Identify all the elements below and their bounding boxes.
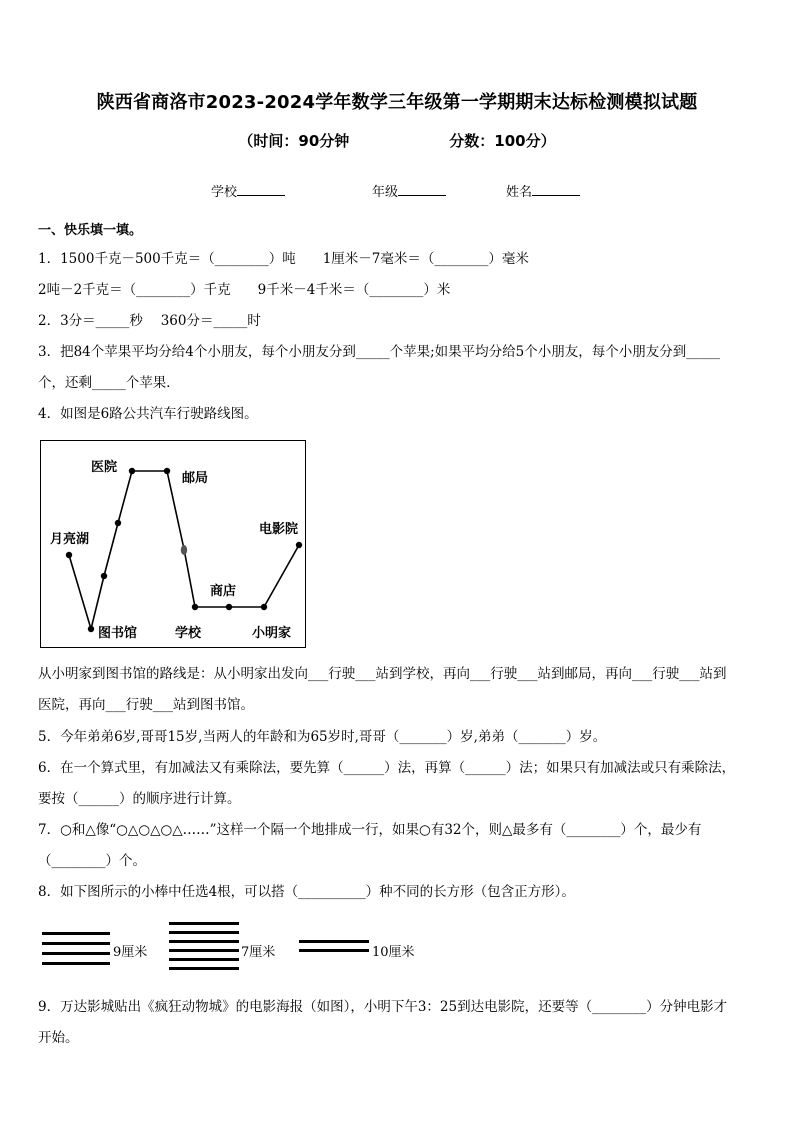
label-library: 图书馆 <box>98 626 138 641</box>
question-7b: （________）个。 <box>38 853 146 869</box>
label-moon-lake: 月亮湖 <box>50 532 90 547</box>
time-label: （时间：90分钟 <box>238 132 350 150</box>
stop-hospital-dot <box>129 468 135 474</box>
route-svg <box>41 441 307 649</box>
question-5: 5．今年弟弟6岁,哥哥15岁,当两人的年龄和为65岁时,哥哥（_______）岁,弟弟（_______）岁。 <box>38 729 607 745</box>
stick <box>169 940 239 943</box>
stick-label-10cm: 10厘米 <box>372 945 415 960</box>
question-1b: 2吨－2千克＝（________）千克 9千米－4千米＝（________）米 <box>38 282 451 298</box>
score-label: 分数：100分） <box>449 132 556 150</box>
stick <box>169 949 239 952</box>
school-field <box>211 181 285 200</box>
stick <box>169 922 239 925</box>
stop-post-office-dot <box>164 468 170 474</box>
stick <box>42 962 110 965</box>
question-8: 8．如下图所示的小棒中任选4根，可以搭（__________）种不同的长方形（包含正方形）。 <box>38 884 575 900</box>
question-1a: 1．1500千克－500千克＝（________）吨 1厘米－7毫米＝（________）毫米 <box>38 251 529 267</box>
question-3b: 个，还剩_____个苹果． <box>38 375 180 391</box>
stick-label-7cm: 7厘米 <box>241 945 276 960</box>
grade-blank[interactable] <box>398 183 446 196</box>
name-field <box>506 181 580 200</box>
stick <box>42 952 110 955</box>
question-9b: 开始。 <box>38 1030 79 1046</box>
stop-moon-lake-dot <box>66 552 72 558</box>
stop-dot <box>181 545 187 555</box>
stop-cinema-dot <box>296 542 302 548</box>
grade-label: 年级 <box>372 185 399 200</box>
question-4-route-a: 从小明家到图书馆的路线是：从小明家出发向___行驶___站到学校，再向___行驶___站到邮局，再向___行驶___站到 <box>38 666 727 682</box>
stick-group-10cm <box>299 940 369 954</box>
stick <box>299 949 369 952</box>
stick <box>42 942 110 945</box>
sticks-figure <box>0 920 794 970</box>
question-6b: 要按（______）的顺序进行计算。 <box>38 791 241 807</box>
exam-title: 陕西省商洛市2023-2024学年数学三年级第一学期期末达标检测模拟试题 <box>96 92 698 113</box>
question-6a: 6．在一个算式里，有加减法又有乘除法，要先算（______）法，再算（______）法；如果只有加减法或只有乘除法， <box>38 760 736 776</box>
bus-route-map <box>40 440 306 648</box>
stop-dot <box>101 573 107 579</box>
stick <box>169 931 239 934</box>
stick-group-7cm <box>169 920 239 970</box>
section-heading: 一、快乐填一填。 <box>38 223 143 238</box>
label-cinema: 电影院 <box>259 522 299 537</box>
stick <box>299 940 369 943</box>
stick <box>169 958 239 961</box>
stop-library-dot <box>88 626 94 632</box>
label-home: 小明家 <box>252 626 292 641</box>
question-4-route-b: 医院，再向___行驶___站到图书馆。 <box>38 697 254 713</box>
question-2: 2．3分＝_____秒 360分＝_____时 <box>38 313 261 329</box>
stick-group-9cm <box>42 930 112 966</box>
stop-shop-dot <box>226 604 232 610</box>
grade-field <box>372 181 446 200</box>
question-7a: 7．○和△像“○△○△○△……”这样一个隔一个地排成一行，如果○有32个，则△最多有（________）个，最少有 <box>38 822 702 838</box>
question-9a: 9．万达影城贴出《疯狂动物城》的电影海报（如图），小明下午3：25到达电影院，还要等（________）分钟电影才 <box>38 999 728 1015</box>
stick <box>169 967 239 970</box>
stop-school-dot <box>192 604 198 610</box>
question-4: 4．如图是6路公共汽车行驶路线图。 <box>38 406 258 422</box>
school-label: 学校 <box>211 185 238 200</box>
stop-home-dot <box>261 604 267 610</box>
label-hospital: 医院 <box>91 460 118 475</box>
label-post-office: 邮局 <box>182 471 209 486</box>
name-blank[interactable] <box>532 183 580 196</box>
school-blank[interactable] <box>237 183 285 196</box>
stick <box>42 932 110 935</box>
exam-subtitle <box>0 130 794 151</box>
question-3a: 3．把84个苹果平均分给4个小朋友，每个小朋友分到_____个苹果;如果平均分给5个小朋友，每个小朋友分到_____ <box>38 344 720 360</box>
stop-dot <box>115 520 121 526</box>
label-school: 学校 <box>175 626 202 641</box>
stick-label-9cm: 9厘米 <box>113 945 148 960</box>
label-shop: 商店 <box>210 584 237 599</box>
name-label: 姓名 <box>506 185 533 200</box>
